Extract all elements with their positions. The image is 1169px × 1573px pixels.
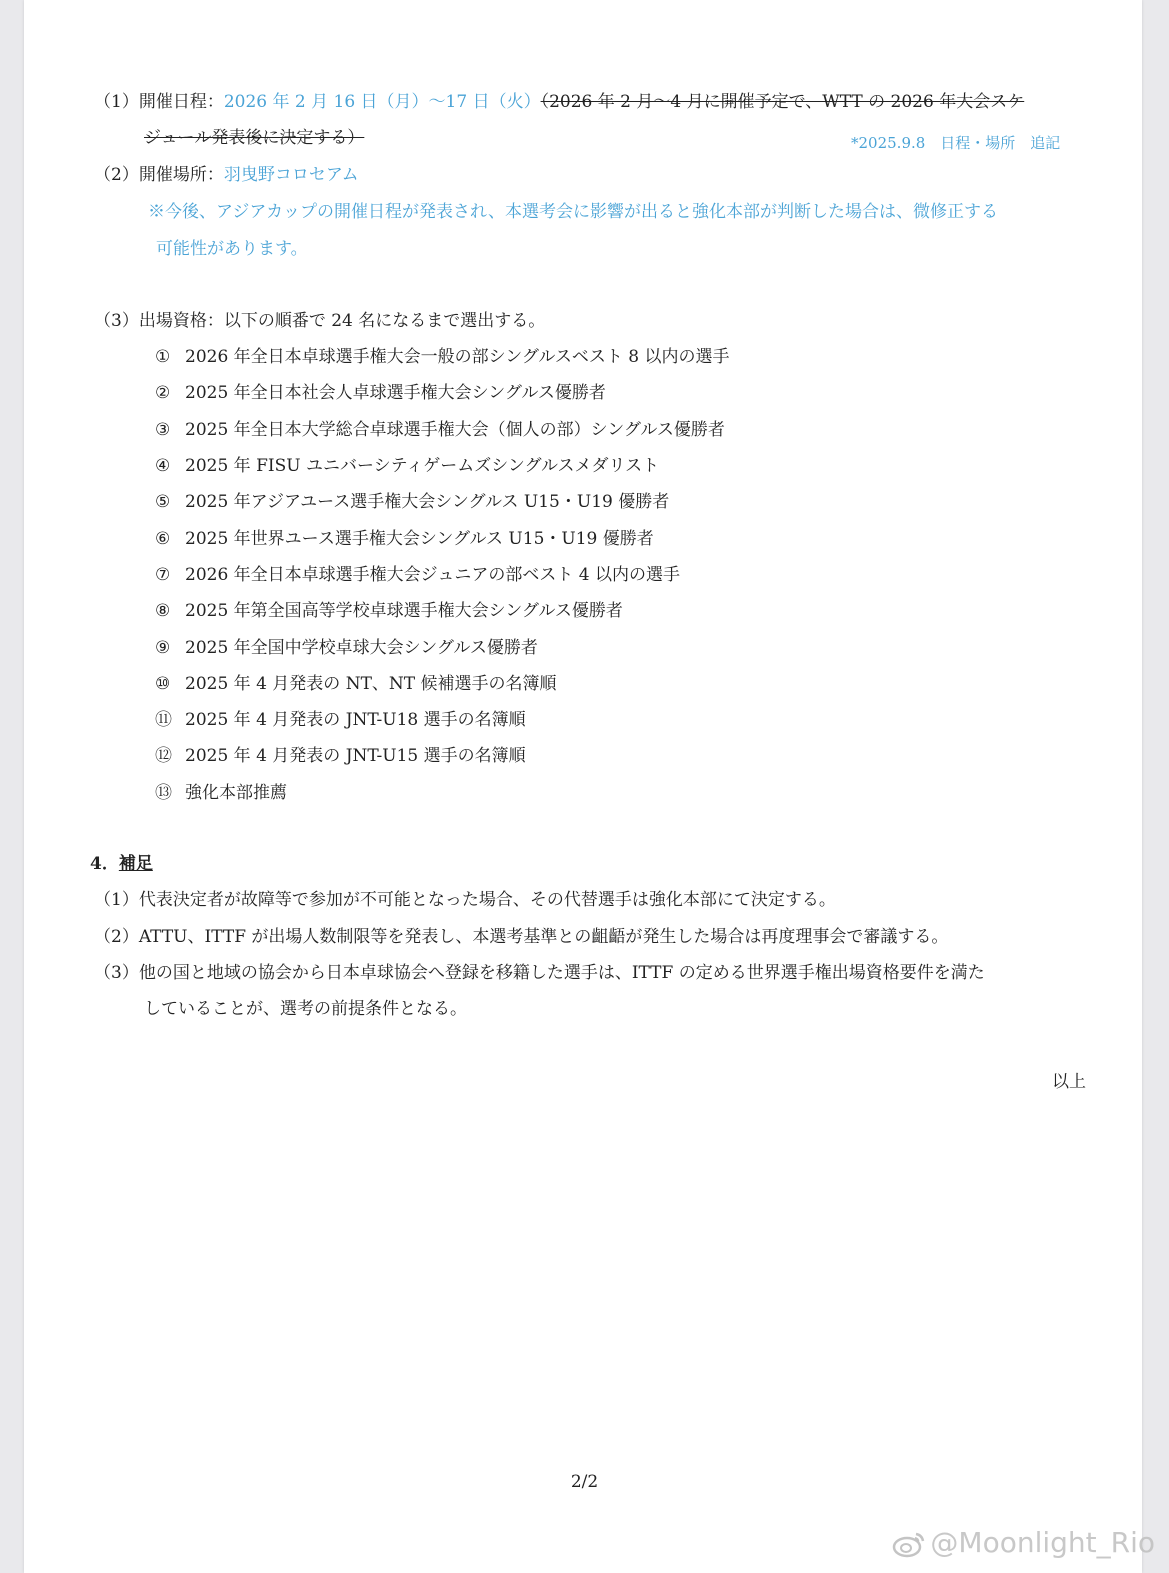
- item1-date: 2026 年 2 月 16 日（月）〜17 日（火）: [223, 92, 541, 112]
- item2-venue: 羽曳野コロセアム: [223, 165, 359, 185]
- watermark-text: @Moonlight_Rio: [930, 1526, 1155, 1559]
- closing-text: 以上: [1052, 1072, 1086, 1092]
- item2-label: （2）開催場所：: [94, 165, 224, 185]
- criteria-item: ④ 2025 年 FISU ユニバーシティゲームズシングルスメダリスト: [155, 456, 660, 476]
- item1-struck-line2: ジュール発表後に決定する）: [144, 128, 365, 148]
- item2-line: [94, 163, 359, 187]
- item3-label: （3）出場資格：以下の順番で 24 名になるまで選出する。: [94, 311, 546, 331]
- section4-number: 4．: [90, 854, 119, 874]
- item2-remark-line1: ※今後、アジアカップの開催日程が発表され、本選考会に影響が出ると強化本部が判断した場合は、微修正する: [148, 202, 998, 222]
- criteria-item: ⑥ 2025 年世界ユース選手権大会シングルス U15・U19 優勝者: [155, 529, 654, 549]
- criteria-item: ⑦ 2026 年全日本卓球選手権大会ジュニアの部ベスト 4 以内の選手: [155, 565, 680, 585]
- page-number: 2/2: [570, 1472, 599, 1492]
- item1-struck-text: （2026 年 2 月〜4 月に開催予定で、WTT の 2026 年大会スケ: [540, 92, 1025, 112]
- criteria-item: ⑪ 2025 年 4 月発表の JNT-U18 選手の名簿順: [155, 710, 526, 730]
- weibo-logo-icon: [892, 1530, 926, 1558]
- section4-title: 補足: [118, 854, 153, 874]
- criteria-item: ⑨ 2025 年全国中学校卓球大会シングルス優勝者: [155, 638, 538, 658]
- criteria-item: ⑧ 2025 年第全国高等学校卓球選手権大会シングルス優勝者: [155, 601, 623, 621]
- criteria-item: ⑤ 2025 年アジアユース選手権大会シングルス U15・U19 優勝者: [155, 492, 670, 512]
- item1-line1: [94, 90, 1024, 114]
- criteria-item: ② 2025 年全日本社会人卓球選手権大会シングルス優勝者: [155, 383, 606, 403]
- criteria-item: ① 2026 年全日本卓球選手権大会一般の部シングルスベスト 8 以内の選手: [155, 347, 730, 367]
- supplement-note-3: （3）他の国と地域の協会から日本卓球協会へ登録を移籍した選手は、ITTF の定める世界選手権出場資格要件を満た: [94, 963, 985, 983]
- section4-heading: [90, 852, 153, 876]
- item1-addendum-note: *2025.9.8 日程・場所 追記: [851, 134, 1061, 152]
- watermark: [892, 1526, 1155, 1559]
- criteria-item: ⑩ 2025 年 4 月発表の NT、NT 候補選手の名簿順: [155, 674, 557, 694]
- supplement-note-3-cont: していることが、選考の前提条件となる。: [144, 999, 467, 1019]
- supplement-note-2: （2）ATTU、ITTF が出場人数制限等を発表し、本選考基準との齟齬が発生した場合は再度理事会で審議する。: [94, 927, 949, 947]
- supplement-note-1: （1）代表決定者が故障等で参加が不可能となった場合、その代替選手は強化本部にて決定する。: [94, 890, 836, 910]
- item1-label: （1）開催日程：: [94, 92, 224, 112]
- item2-remark-line2: 可能性があります。: [156, 239, 308, 259]
- criteria-item: ⑫ 2025 年 4 月発表の JNT-U15 選手の名簿順: [155, 746, 526, 766]
- criteria-item: ③ 2025 年全日本大学総合卓球選手権大会（個人の部）シングルス優勝者: [155, 420, 725, 440]
- criteria-item: ⑬ 強化本部推薦: [155, 783, 287, 803]
